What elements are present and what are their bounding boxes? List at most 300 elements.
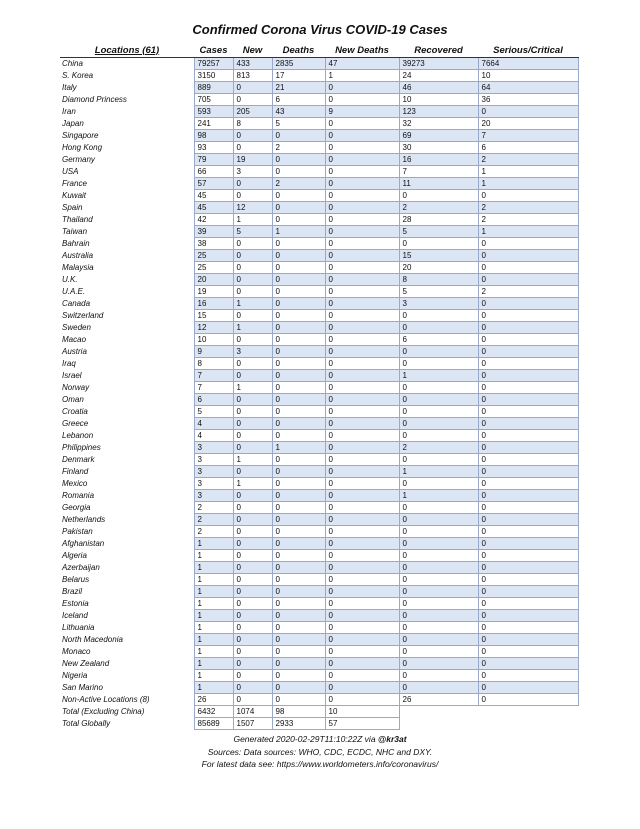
new-deaths-cell: 0 [325, 286, 399, 298]
deaths-cell: 0 [272, 478, 325, 490]
serious-critical-cell: 0 [478, 262, 578, 274]
new-deaths-cell: 0 [325, 646, 399, 658]
recovered-cell: 2 [399, 442, 478, 454]
recovered-cell: 0 [399, 190, 478, 202]
deaths-cell: 0 [272, 310, 325, 322]
serious-critical-cell: 0 [478, 370, 578, 382]
serious-critical-cell: 20 [478, 118, 578, 130]
deaths-cell: 0 [272, 634, 325, 646]
column-header-serious-critical: Serious/Critical [478, 43, 578, 58]
table-row [60, 166, 578, 178]
recovered-cell: 123 [399, 106, 478, 118]
deaths-cell: 0 [272, 334, 325, 346]
location-cell: Singapore [62, 131, 99, 140]
cases-cell: 1 [194, 658, 233, 670]
table-row [60, 538, 578, 550]
recovered-cell: 32 [399, 118, 478, 130]
table-row [60, 418, 578, 430]
new-deaths-cell: 0 [325, 226, 399, 238]
new-deaths-cell: 0 [325, 118, 399, 130]
deaths-cell: 2 [272, 178, 325, 190]
cases-cell: 2 [194, 514, 233, 526]
table-row [60, 634, 578, 646]
recovered-cell: 8 [399, 274, 478, 286]
table-row [60, 286, 578, 298]
location-cell: Azerbaijan [62, 563, 100, 572]
recovered-cell: 0 [399, 646, 478, 658]
recovered-cell: 0 [399, 622, 478, 634]
deaths-cell: 43 [272, 106, 325, 118]
serious-critical-cell: 0 [478, 526, 578, 538]
deaths-cell: 0 [272, 454, 325, 466]
location-cell: Diamond Princess [62, 95, 127, 104]
new-deaths-cell: 0 [325, 250, 399, 262]
cases-cell: 8 [194, 358, 233, 370]
table-row [60, 610, 578, 622]
recovered-cell: 6 [399, 334, 478, 346]
location-cell: Mexico [62, 479, 88, 488]
recovered-cell: 3 [399, 298, 478, 310]
recovered-cell: 11 [399, 178, 478, 190]
new-cell: 12 [233, 202, 272, 214]
location-cell: Norway [62, 383, 90, 392]
serious-critical-cell: 2 [478, 286, 578, 298]
cases-cell: 19 [194, 286, 233, 298]
cases-total-cell: 85689 [194, 718, 233, 730]
table-row [60, 502, 578, 514]
table-row [60, 298, 578, 310]
serious-critical-cell: 36 [478, 94, 578, 106]
new-deaths-cell: 0 [325, 538, 399, 550]
serious-critical-cell: 0 [478, 250, 578, 262]
new-deaths-cell: 0 [325, 658, 399, 670]
cases-cell: 1 [194, 562, 233, 574]
recovered-cell: 46 [399, 82, 478, 94]
serious-critical-cell: 0 [478, 322, 578, 334]
author-handle: @kr3at [377, 734, 407, 744]
deaths-cell: 2835 [272, 58, 325, 70]
table-row [60, 478, 578, 490]
location-cell: Brazil [62, 587, 83, 596]
table-row [60, 142, 578, 154]
serious-critical-cell: 0 [478, 586, 578, 598]
cases-cell: 1 [194, 634, 233, 646]
location-cell: Denmark [62, 455, 95, 464]
location-cell: Estonia [62, 599, 89, 608]
cases-cell: 1 [194, 622, 233, 634]
location-cell: Oman [62, 395, 84, 404]
new-deaths-cell: 0 [325, 190, 399, 202]
new-deaths-cell: 0 [325, 262, 399, 274]
location-cell: Switzerland [62, 311, 104, 320]
cases-cell: 66 [194, 166, 233, 178]
deaths-cell: 21 [272, 82, 325, 94]
new-cell: 0 [233, 82, 272, 94]
cases-cell: 45 [194, 202, 233, 214]
new-deaths-cell: 0 [325, 694, 399, 706]
new-deaths-cell: 0 [325, 502, 399, 514]
cases-cell: 9 [194, 346, 233, 358]
new-cell: 1 [233, 454, 272, 466]
serious-critical-cell: 2 [478, 202, 578, 214]
deaths-cell: 17 [272, 70, 325, 82]
cases-cell: 1 [194, 586, 233, 598]
deaths-cell: 0 [272, 670, 325, 682]
location-cell: Germany [62, 155, 95, 164]
recovered-cell: 0 [399, 322, 478, 334]
deaths-total-cell: 98 [272, 706, 325, 718]
location-cell: Philippines [62, 443, 101, 452]
new-deaths-cell: 0 [325, 514, 399, 526]
new-cell: 0 [233, 394, 272, 406]
recovered-cell: 5 [399, 286, 478, 298]
cases-table [60, 43, 579, 730]
location-cell: Monaco [62, 647, 91, 656]
serious-critical-cell: 0 [478, 406, 578, 418]
serious-critical-cell: 0 [478, 658, 578, 670]
new-cell: 1 [233, 478, 272, 490]
new-cell: 0 [233, 142, 272, 154]
table-row [60, 430, 578, 442]
table-row [60, 130, 578, 142]
location-cell: Taiwan [62, 227, 88, 236]
new-cell: 0 [233, 550, 272, 562]
recovered-cell: 0 [399, 406, 478, 418]
new-deaths-cell: 0 [325, 82, 399, 94]
new-deaths-cell: 0 [325, 466, 399, 478]
location-cell: Macao [62, 335, 87, 344]
new-deaths-cell: 0 [325, 298, 399, 310]
cases-cell: 5 [194, 406, 233, 418]
column-header-new: New [233, 43, 272, 58]
new-cell: 0 [233, 670, 272, 682]
recovered-cell: 1 [399, 466, 478, 478]
new-deaths-cell: 0 [325, 430, 399, 442]
table-body [60, 58, 578, 730]
cases-cell: 1 [194, 670, 233, 682]
new-deaths-cell: 0 [325, 130, 399, 142]
new-cell: 0 [233, 514, 272, 526]
sources-line: Sources: Data sources: WHO, CDC, ECDC, NHC and DXY. [207, 746, 433, 757]
serious-critical-cell: 0 [478, 238, 578, 250]
new-cell: 8 [233, 118, 272, 130]
serious-critical-cell: 6 [478, 142, 578, 154]
location-cell: Finland [62, 467, 89, 476]
table-row [60, 310, 578, 322]
new-deaths-cell: 0 [325, 550, 399, 562]
table-row [60, 622, 578, 634]
new-deaths-cell: 0 [325, 142, 399, 154]
table-row [60, 358, 578, 370]
location-cell: France [62, 179, 87, 188]
new-cell: 0 [233, 538, 272, 550]
location-cell: Iran [62, 107, 76, 116]
serious-critical-cell: 0 [478, 298, 578, 310]
serious-critical-cell: 0 [478, 598, 578, 610]
table-row [60, 454, 578, 466]
new-deaths-cell: 0 [325, 382, 399, 394]
recovered-cell: 0 [399, 562, 478, 574]
serious-critical-cell: 0 [478, 310, 578, 322]
location-cell: Lebanon [62, 431, 94, 440]
new-cell: 205 [233, 106, 272, 118]
cases-cell: 26 [194, 694, 233, 706]
recovered-cell: 10 [399, 94, 478, 106]
recovered-cell: 30 [399, 142, 478, 154]
deaths-cell: 1 [272, 442, 325, 454]
location-cell: Belarus [62, 575, 90, 584]
deaths-cell: 0 [272, 682, 325, 694]
serious-critical-cell: 0 [478, 430, 578, 442]
cases-cell: 79257 [194, 58, 233, 70]
new-cell: 0 [233, 238, 272, 250]
cases-cell: 1 [194, 610, 233, 622]
deaths-cell: 0 [272, 286, 325, 298]
deaths-cell: 0 [272, 646, 325, 658]
deaths-cell: 0 [272, 610, 325, 622]
table-row [60, 262, 578, 274]
cases-cell: 16 [194, 298, 233, 310]
location-cell: Hong Kong [62, 143, 103, 152]
table-row [60, 658, 578, 670]
new-cell: 0 [233, 634, 272, 646]
serious-critical-cell: 7 [478, 130, 578, 142]
location-cell: USA [62, 167, 79, 176]
new-total-cell: 1074 [233, 706, 272, 718]
new-deaths-cell: 0 [325, 670, 399, 682]
new-deaths-cell: 0 [325, 454, 399, 466]
serious-critical-cell: 10 [478, 70, 578, 82]
table-row [60, 646, 578, 658]
cases-cell: 93 [194, 142, 233, 154]
cases-cell: 98 [194, 130, 233, 142]
recovered-cell: 0 [399, 382, 478, 394]
deaths-cell: 0 [272, 346, 325, 358]
location-cell: Austria [62, 347, 87, 356]
new-deaths-cell: 0 [325, 682, 399, 694]
new-deaths-cell: 0 [325, 586, 399, 598]
new-deaths-cell: 0 [325, 310, 399, 322]
recovered-cell: 5 [399, 226, 478, 238]
cases-cell: 1 [194, 646, 233, 658]
deaths-cell: 0 [272, 394, 325, 406]
new-cell: 1 [233, 382, 272, 394]
table-row [60, 334, 578, 346]
new-cell: 0 [233, 622, 272, 634]
deaths-cell: 0 [272, 382, 325, 394]
location-total-cell: Total (Excluding China) [62, 707, 145, 716]
new-deaths-cell: 0 [325, 274, 399, 286]
new-deaths-cell: 0 [325, 406, 399, 418]
cases-cell: 79 [194, 154, 233, 166]
new-cell: 0 [233, 94, 272, 106]
footer [0, 733, 640, 771]
deaths-cell: 0 [272, 658, 325, 670]
location-cell: Croatia [62, 407, 88, 416]
serious-critical-cell: 0 [478, 562, 578, 574]
table-row [60, 250, 578, 262]
new-deaths-cell: 0 [325, 94, 399, 106]
table-row [60, 466, 578, 478]
table-row [60, 178, 578, 190]
table-row [60, 586, 578, 598]
cases-cell: 2 [194, 502, 233, 514]
new-deaths-cell: 0 [325, 178, 399, 190]
serious-critical-cell: 0 [478, 514, 578, 526]
deaths-total-cell: 2933 [272, 718, 325, 730]
new-cell: 0 [233, 610, 272, 622]
total-row [60, 706, 578, 718]
new-deaths-cell: 0 [325, 562, 399, 574]
generated-text: Generated 2020-02-29T11:10:22Z via [233, 734, 378, 744]
new-cell: 3 [233, 166, 272, 178]
serious-critical-cell: 0 [478, 382, 578, 394]
serious-critical-cell: 0 [478, 442, 578, 454]
table-row [60, 382, 578, 394]
deaths-cell: 0 [272, 250, 325, 262]
table-row [60, 346, 578, 358]
new-cell: 0 [233, 310, 272, 322]
empty-cell [399, 706, 478, 718]
new-cell: 0 [233, 682, 272, 694]
location-cell: Lithuania [62, 623, 95, 632]
serious-critical-cell: 0 [478, 538, 578, 550]
cases-cell: 1 [194, 682, 233, 694]
recovered-cell: 0 [399, 550, 478, 562]
new-deaths-cell: 0 [325, 478, 399, 490]
new-cell: 0 [233, 250, 272, 262]
cases-cell: 7 [194, 382, 233, 394]
new-deaths-total-cell: 10 [325, 706, 399, 718]
table-row [60, 406, 578, 418]
cases-cell: 2 [194, 526, 233, 538]
new-cell: 0 [233, 286, 272, 298]
new-deaths-cell: 0 [325, 202, 399, 214]
deaths-cell: 0 [272, 130, 325, 142]
location-cell: Romania [62, 491, 95, 500]
recovered-cell: 24 [399, 70, 478, 82]
location-cell: Kuwait [62, 191, 87, 200]
cases-cell: 45 [194, 190, 233, 202]
deaths-cell: 1 [272, 226, 325, 238]
table-row [60, 106, 578, 118]
table-row [60, 490, 578, 502]
new-deaths-cell: 0 [325, 394, 399, 406]
recovered-cell: 0 [399, 634, 478, 646]
cases-cell: 4 [194, 418, 233, 430]
new-deaths-cell: 0 [325, 490, 399, 502]
new-cell: 0 [233, 178, 272, 190]
empty-cell [478, 718, 578, 730]
new-cell: 0 [233, 406, 272, 418]
serious-critical-cell: 2 [478, 214, 578, 226]
recovered-cell: 0 [399, 538, 478, 550]
location-total-cell: Total Globally [62, 719, 111, 728]
cases-cell: 25 [194, 250, 233, 262]
deaths-cell: 0 [272, 238, 325, 250]
table-row [60, 514, 578, 526]
location-cell: Nigeria [62, 671, 88, 680]
serious-critical-cell: 0 [478, 634, 578, 646]
deaths-cell: 0 [272, 358, 325, 370]
deaths-cell: 0 [272, 694, 325, 706]
cases-cell: 1 [194, 550, 233, 562]
recovered-cell: 28 [399, 214, 478, 226]
serious-critical-cell: 0 [478, 190, 578, 202]
location-cell: Sweden [62, 323, 91, 332]
cases-cell: 3 [194, 478, 233, 490]
table-row [60, 214, 578, 226]
deaths-cell: 0 [272, 406, 325, 418]
new-deaths-cell: 0 [325, 358, 399, 370]
recovered-cell: 0 [399, 358, 478, 370]
location-cell: Bahrain [62, 239, 90, 248]
cases-cell: 1 [194, 574, 233, 586]
cases-cell: 241 [194, 118, 233, 130]
cases-cell: 3 [194, 490, 233, 502]
cases-cell: 593 [194, 106, 233, 118]
new-cell: 0 [233, 130, 272, 142]
serious-critical-cell: 2 [478, 154, 578, 166]
recovered-cell: 0 [399, 574, 478, 586]
serious-critical-cell: 0 [478, 274, 578, 286]
location-cell: Italy [62, 83, 77, 92]
new-cell: 0 [233, 190, 272, 202]
recovered-cell: 0 [399, 478, 478, 490]
recovered-cell: 16 [399, 154, 478, 166]
new-deaths-cell: 0 [325, 238, 399, 250]
new-deaths-cell: 0 [325, 442, 399, 454]
new-deaths-cell: 0 [325, 598, 399, 610]
deaths-cell: 0 [272, 550, 325, 562]
location-cell: Pakistan [62, 527, 93, 536]
location-cell: U.K. [62, 275, 78, 284]
new-cell: 0 [233, 586, 272, 598]
recovered-cell: 69 [399, 130, 478, 142]
serious-critical-cell: 0 [478, 550, 578, 562]
location-cell: Malaysia [62, 263, 94, 272]
location-cell: Iceland [62, 611, 88, 620]
page-title: Confirmed Corona Virus COVID-19 Cases [192, 22, 448, 37]
cases-cell: 889 [194, 82, 233, 94]
new-deaths-cell: 0 [325, 574, 399, 586]
cases-cell: 39 [194, 226, 233, 238]
deaths-cell: 0 [272, 418, 325, 430]
deaths-cell: 0 [272, 202, 325, 214]
cases-cell: 15 [194, 310, 233, 322]
location-cell: Iraq [62, 359, 76, 368]
deaths-cell: 0 [272, 598, 325, 610]
deaths-cell: 0 [272, 502, 325, 514]
cases-cell: 3 [194, 454, 233, 466]
recovered-cell: 39273 [399, 58, 478, 70]
deaths-cell: 0 [272, 166, 325, 178]
recovered-cell: 26 [399, 694, 478, 706]
table-row [60, 322, 578, 334]
deaths-cell: 0 [272, 322, 325, 334]
recovered-cell: 0 [399, 670, 478, 682]
table-row [60, 94, 578, 106]
new-deaths-cell: 0 [325, 610, 399, 622]
table-row [60, 370, 578, 382]
location-cell: Israel [62, 371, 82, 380]
new-cell: 0 [233, 562, 272, 574]
cases-cell: 1 [194, 538, 233, 550]
cases-cell: 38 [194, 238, 233, 250]
serious-critical-cell: 0 [478, 394, 578, 406]
serious-critical-cell: 0 [478, 502, 578, 514]
recovered-cell: 0 [399, 514, 478, 526]
